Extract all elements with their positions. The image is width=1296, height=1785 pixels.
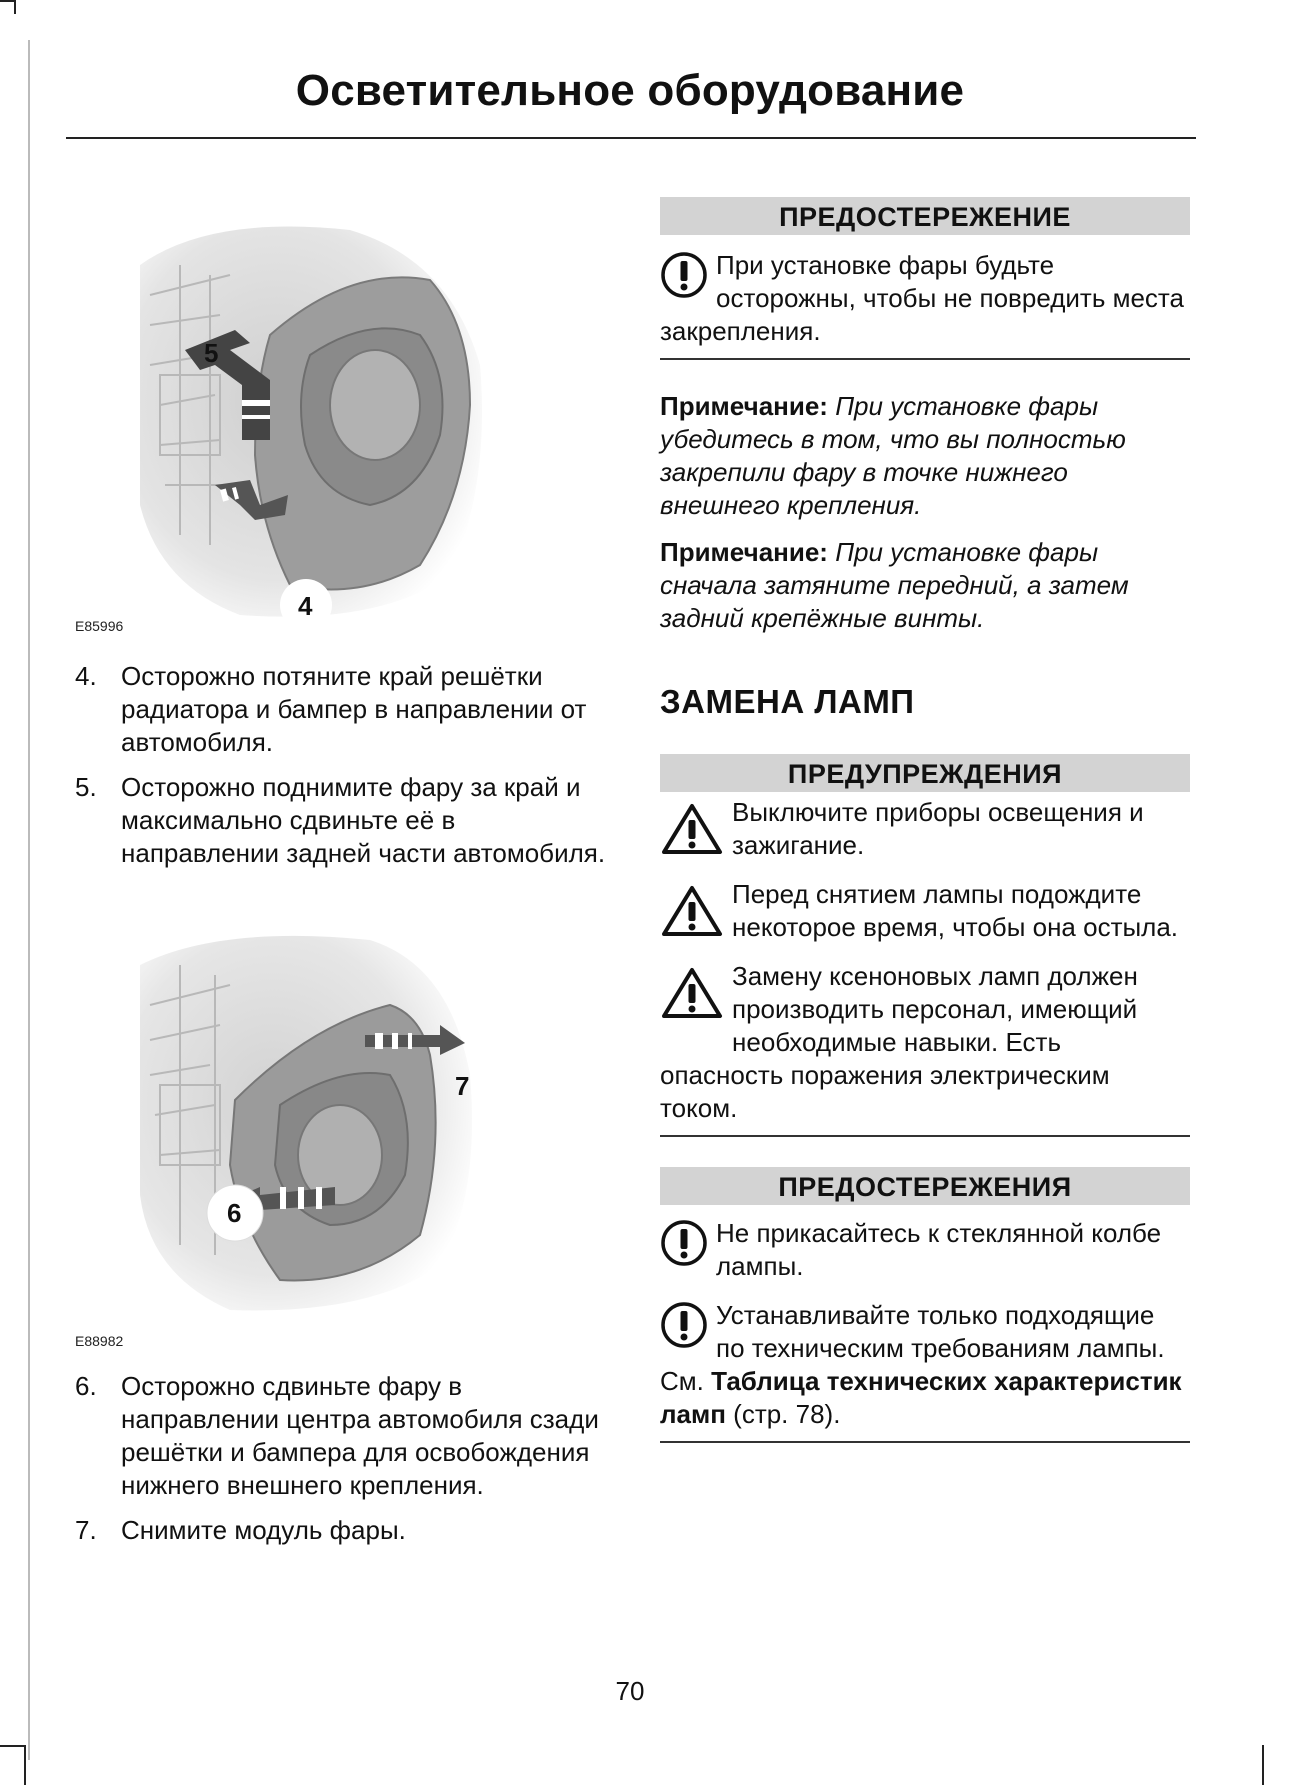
crop-mark — [14, 0, 16, 14]
warning-triangle-icon — [660, 802, 724, 864]
warning-triangle-icon — [660, 884, 724, 946]
figure-code: E85996 — [75, 618, 124, 634]
step-number: 4. — [75, 661, 97, 691]
page-reference: (стр. 78). — [733, 1399, 841, 1429]
warning-paragraph — [660, 796, 1190, 862]
step-number: 6. — [75, 1371, 97, 1401]
step-number: 7. — [75, 1515, 97, 1545]
crop-mark — [24, 1745, 26, 1785]
caution-header: ПРЕДОСТЕРЕЖЕНИЕ — [660, 197, 1190, 235]
cross-reference-link[interactable]: Таблица технических характеристик ламп — [660, 1366, 1182, 1429]
warning-paragraph — [660, 960, 1190, 1125]
figure-code: E88982 — [75, 1333, 124, 1349]
list-item — [75, 1370, 620, 1502]
steps-list-2 — [75, 1370, 620, 1559]
caution-paragraph — [660, 249, 1190, 348]
callout-5: 5 — [204, 338, 219, 368]
page-title: Осветительное оборудование — [295, 66, 965, 115]
figure-headlamp-removal-1 — [120, 205, 500, 625]
crop-mark — [0, 1745, 24, 1747]
steps-list-1 — [75, 660, 620, 882]
callout-7: 7 — [455, 1071, 470, 1101]
step-text: Осторожно потяните край решётки радиатора и бампер в направлении от автомобиля. — [121, 661, 587, 757]
callout-6: 6 — [227, 1198, 242, 1228]
step-text: Осторожно поднимите фару за край и максимально сдвиньте её в направлении задней части автомобиля. — [121, 772, 606, 868]
note-paragraph — [660, 536, 1190, 635]
warning-text: Перед снятием лампы подождите некоторое время, чтобы она остыла. — [732, 879, 1179, 942]
warning-text: Выключите приборы освещения и зажигание. — [732, 797, 1144, 860]
exclamation-circle-icon — [660, 251, 708, 307]
page-number: 70 — [615, 1676, 645, 1706]
section-heading: ЗАМЕНА ЛАМП — [660, 683, 915, 720]
step-number: 5. — [75, 772, 97, 802]
note-label: Примечание: — [660, 391, 828, 421]
step-text: Осторожно сдвиньте фару в направлении центра автомобиля сзади решётки и бампера для освобождения нижнего внешнего крепления. — [121, 1371, 599, 1500]
caution-text: При установке фары будьте осторожны, чтобы не повредить места закрепления. — [660, 250, 1184, 346]
section-divider — [660, 1135, 1190, 1137]
step-text: Снимите модуль фары. — [121, 1515, 406, 1545]
caution-paragraph — [660, 1299, 1190, 1431]
section-divider — [660, 358, 1190, 360]
exclamation-circle-icon — [660, 1301, 708, 1357]
title-divider — [66, 137, 1196, 139]
callout-4: 4 — [298, 591, 313, 621]
note-text: При установке фары убедитесь в том, что вы полностью закрепили фару в точке нижнего внешнего крепления. — [660, 391, 1126, 520]
caution-paragraph — [660, 1217, 1190, 1283]
list-item — [75, 1514, 620, 1547]
note-text: При установке фары сначала затяните передний, а затем задний крепёжные винты. — [660, 537, 1129, 633]
section-divider — [660, 1441, 1190, 1443]
right-column — [660, 197, 1190, 1443]
crop-mark — [1262, 1745, 1264, 1785]
caution-text: Устанавливайте только подходящие по техническим требованиям лампы. См. — [660, 1300, 1165, 1396]
note-paragraph — [660, 390, 1190, 522]
figure-headlamp-removal-2 — [120, 925, 500, 1325]
warning-text: Замену ксеноновых ламп должен производить персонал, имеющий необходимые навыки. Есть опасность поражения электрическим током. — [660, 961, 1138, 1123]
crop-mark — [0, 0, 14, 2]
headlamp-illustration-1 — [120, 205, 500, 625]
warning-paragraph — [660, 878, 1190, 944]
headlamp-illustration-2 — [120, 925, 500, 1325]
crop-mark — [28, 40, 30, 1760]
caution-header: ПРЕДОСТЕРЕЖЕНИЯ — [660, 1167, 1190, 1205]
caution-text: Не прикасайтесь к стеклянной колбе лампы. — [716, 1218, 1162, 1281]
list-item — [75, 771, 620, 870]
note-label: Примечание: — [660, 537, 828, 567]
warnings-header: ПРЕДУПРЕЖДЕНИЯ — [660, 754, 1190, 792]
warning-triangle-icon — [660, 966, 724, 1028]
list-item — [75, 660, 620, 759]
exclamation-circle-icon — [660, 1219, 708, 1275]
